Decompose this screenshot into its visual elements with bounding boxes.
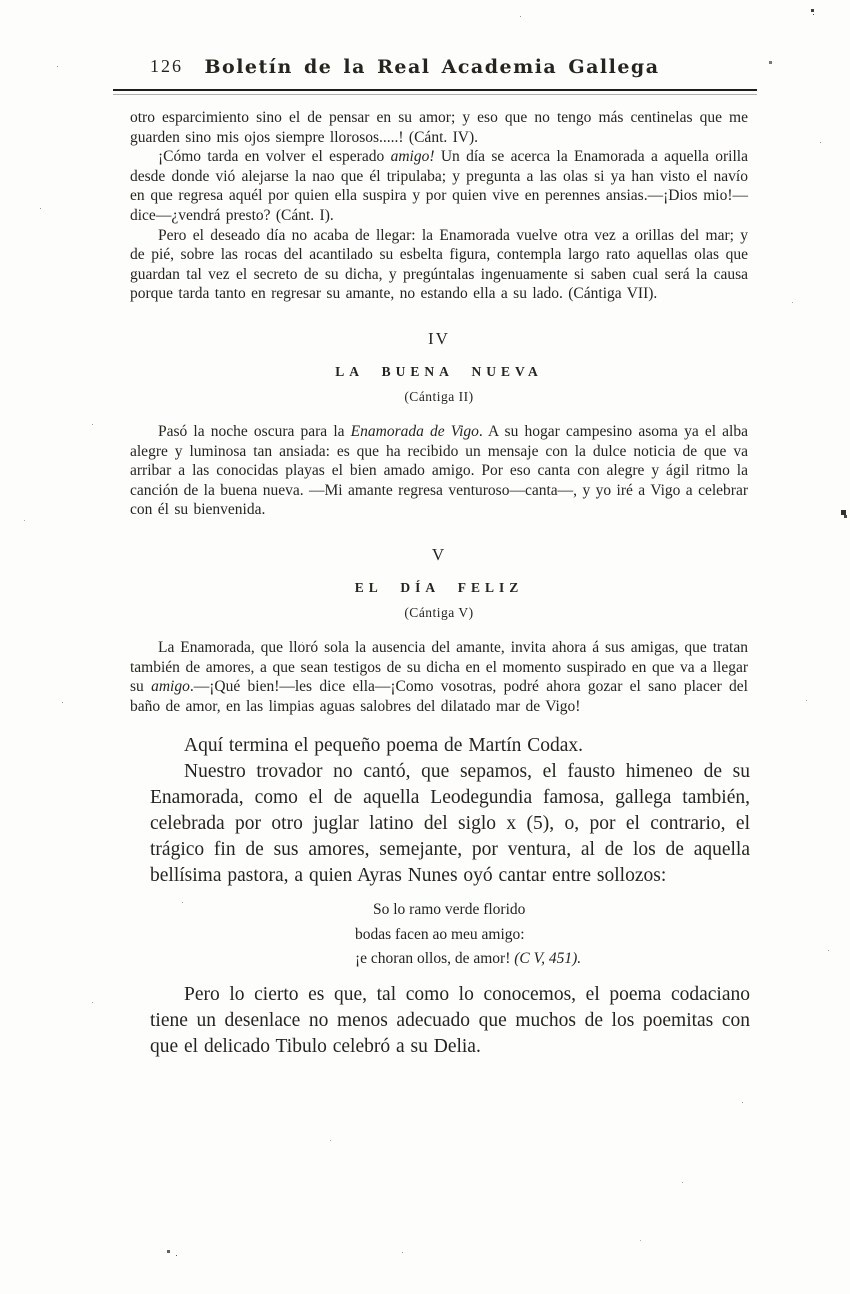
text-run: Pasó la noche oscura para la [158,422,351,440]
text-run: .—¡Qué bien!—les dice ella—¡Como vosotras, podré ahora gozar el sano placer del baño de amor, en las limpias aguas salobres del dilatado mar de Vigo! [130,678,748,715]
section-v-number: V [431,544,447,564]
paragraph-pero-el-deseado [130,226,748,304]
page-header [116,0,748,82]
text-run: otro esparcimiento sino el de pensar en su amor; y eso que no tengo más centinelas que me guarden sino mis ojos siempre llorosos.....! (Cánt. IV). [130,109,748,146]
section-iv-number: IV [428,328,450,348]
text-run: ¡Cómo tarda en volver el esperado [158,148,391,166]
section-v-subtitle: (Cántiga V) [404,604,474,620]
page-number: 126 [150,56,183,76]
paragraph-continuation [130,108,748,147]
text-run: Pero lo cierto es que, tal como lo conocemos, el poema codaciano tiene un desenlace no menos adecuado que muchos de los poemitas con que el delicado Tibulo celebró a su Delia. [150,983,750,1057]
verse-quotation [355,898,750,972]
italic-enamorada-de-vigo: Enamorada de Vigo [350,422,479,440]
italic-amigo: amigo [151,678,190,696]
section-v-title: EL DÍA FELIZ [354,579,524,595]
text-run: Un día se acerca la Enamorada a aquella orilla desde donde vió alejarse la nao que él tripulaba; y pregunta a las olas si ya han visto el navío en que regresa aquél por quien ella suspira y por quien vive en perennes ansias.—¡Dios mio!—dice—¿vendrá presto? (Cánt. I). [130,148,748,224]
section-iv-heading [130,329,748,405]
paragraph-pero-lo-cierto [150,982,750,1060]
verse-line-1: So lo ramo verde florido [373,901,526,919]
section-iv-title: LA BUENA NUEVA [335,363,543,379]
italic-amigo: amigo! [390,148,435,166]
italic-citation: (C V, 451). [514,950,582,968]
header-rule [113,89,757,95]
running-title: Boletín de la Real Academia Gallega [204,56,660,78]
text-run: Pero el deseado día no acaba de llegar: la Enamorada vuelve otra vez a orillas del mar; y de pié, sobre las rocas del acantilado su esbelta figura, contempla largo rato aquellas olas que guardan tal vez el secreto de su dicha, y pregúntalas ingenuamente si saben cual será la causa porque tarda tanto en regresar su amante, no estando ella a su lado. (Cántiga VII). [130,226,748,303]
verse-line-3 [355,947,750,972]
paragraph-nuestro-trovador [150,759,750,889]
verse-line-2: bodas facen ao meu amigo: [355,925,525,943]
section-v-heading [130,545,748,621]
paragraph-aqui-termina [150,733,750,759]
text-run: Aquí termina el pequeño poema de Martín Codax. [184,735,584,757]
text-run: . A su hogar campesino asoma ya el alba alegre y luminosa tan ansiada: es que ha recibido un mensaje con la dulce noticia de que va arribar a las conocidas playas el bien amado amigo. Por eso canta con alegre y ágil ritmo la canción de la buena nueva. —Mi amante regresa venturoso—canta—, y yo iré a Vigo a celebrar con él su bienvenida. [130,422,748,519]
closing-text-column [150,733,750,1060]
paragraph-como-tarda [130,147,748,225]
paragraph-paso-la-noche [130,422,748,520]
paragraph-la-enamorada [130,638,748,716]
text-run: La Enamorada, que lloró sola la ausencia del amante, invita ahora á sus amigas, que tratan también de amores, a que sean testigos de su dicha en el momento suspirado en que va a llegar su [130,638,748,696]
text-run: ¡e choran ollos, de amor! [355,950,515,968]
text-run: Nuestro trovador no cantó, que sepamos, el fausto himeneo de su Enamorada, como el de aquella Leodegundia famosa, gallega también, celebrada por otro juglar latino del siglo x (5), o, por el contrario, el trágico fin de sus amores, semejante, por ventura, al de los de aquella bellísima pastora, a quien Ayras Nunes oyó cantar entre sollozos: [150,761,750,887]
main-text-column [130,108,748,716]
section-iv-subtitle: (Cántiga II) [404,388,474,404]
scan-noise-speckles [0,0,1,1]
